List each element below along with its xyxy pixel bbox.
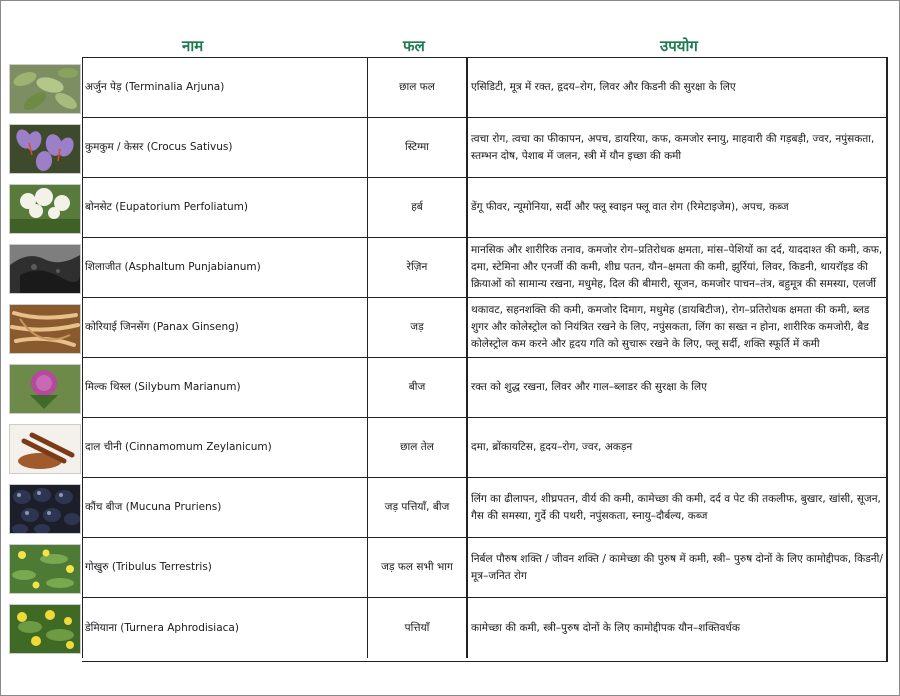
table-row <box>82 358 886 418</box>
herb-part: छाल तेल <box>367 418 466 477</box>
table-row <box>82 298 886 358</box>
herb-use: डेंगू फीवर, न्यूमोनिया, सर्दी और फ्लू स्वाइन फ्लू वात रोग (रिमेटाइजेम), अपच, कब्ज <box>466 178 886 237</box>
saffron-flowers-image <box>9 124 81 174</box>
herb-part: हर्ब <box>367 178 466 237</box>
herb-part: बीज <box>367 358 466 417</box>
cinnamon-sticks-image <box>9 424 81 474</box>
herb-use: कामेच्छा की कमी, स्त्री–पुरुष दोनों के लिए कामोद्दीपक यौन–शक्तिवर्धक <box>466 598 886 658</box>
table-row <box>82 178 886 238</box>
ginseng-roots-image <box>9 304 81 354</box>
herb-name: शिलाजीत (Asphaltum Punjabianum) <box>82 238 367 297</box>
herb-name: अर्जुन पेड़ (Terminalia Arjuna) <box>82 58 367 117</box>
table-row <box>82 538 886 598</box>
table-row <box>82 238 886 298</box>
herb-part: जड़ फल सभी भाग <box>367 538 466 597</box>
herb-name: कुमकुम / केसर (Crocus Sativus) <box>82 118 367 177</box>
herb-use: थकावट, सहनशक्ति की कमी, कमजोर दिमाग, मधुमेह (डायबिटीज), रोग–प्रतिरोधक क्षमता की कमी, ब्लड शुगर और कोलेस्ट्रोल को नियंत्रित रखने के लिए, नपुंसकता, लिंग का सख्त न होना, शारीरिक कमजोरी, बैड कोलेस्ट्रोल कम करने और हृदय गति को सुचारू रखने के लिए, फ्लू सर्दी, शक्ति स्फूर्ति में कमी <box>466 298 886 357</box>
herb-name: मिल्क थिस्ल (Silybum Marianum) <box>82 358 367 417</box>
herb-table <box>82 57 888 662</box>
herb-use: रक्त को शुद्ध रखना, लिवर और गाल–ब्लाडर की सुरक्षा के लिए <box>466 358 886 417</box>
boneset-flowers-image <box>9 184 81 234</box>
herb-part: जड़ <box>367 298 466 357</box>
herb-part: छाल फल <box>367 58 466 117</box>
table-row <box>82 58 886 118</box>
table-row <box>82 478 886 538</box>
herb-use: निर्बल पौरुष शक्ति / जीवन शक्ति / कामेच्छा की पुरुष में कमी, स्त्री– पुरुष दोनों के लिए कामोद्दीपक, किडनी/मूत्र–जनित रोग <box>466 538 886 597</box>
damiana-flowers-image <box>9 604 81 654</box>
herb-name: डेमियाना (Turnera Aphrodisiaca) <box>82 598 367 658</box>
herb-use: दमा, ब्रोंकायटिस, हृदय–रोग, ज्वर, अकड़न <box>466 418 886 477</box>
arjuna-leaves-image <box>9 64 81 114</box>
herb-name: दाल चीनी (Cinnamomum Zeylanicum) <box>82 418 367 477</box>
milk-thistle-flower-image <box>9 364 81 414</box>
shilajit-rock-image <box>9 244 81 294</box>
herb-part: पत्तियाँ <box>367 598 466 658</box>
herb-use: मानसिक और शारीरिक तनाव, कमजोर रोग–प्रतिरोधक क्षमता, मांस–पेशियों का दर्द, याददाश्त की कमी, कफ, दमा, स्टेमिना और एनर्जी की कमी, शीघ्र पतन, यौन–क्षमता की कमी, झुर्रियां, लिवर, किडनी, थायरॉइड की क्रियाओं को सामान्य रखना, मधुमेह, दिल की बीमारी, सूजन, कमजोर पाचन–तंत्र, बहुमूत्र की समस्या, एलर्जी <box>466 238 886 297</box>
table-row <box>82 418 886 478</box>
header-use: उपयोग <box>660 37 698 55</box>
herb-name: कौंच बीज (Mucuna Pruriens) <box>82 478 367 537</box>
header-name: नाम <box>182 37 204 55</box>
herb-use: एसिडिटी, मूत्र में रक्त, हृदय–रोग, लिवर और किडनी की सुरक्षा के लिए <box>466 58 886 117</box>
tribulus-plant-image <box>9 544 81 594</box>
herb-name: गोखुरु (Tribulus Terrestris) <box>82 538 367 597</box>
table-row <box>82 598 886 658</box>
herb-name: कोरियाई जिनसेंग (Panax Ginseng) <box>82 298 367 357</box>
herb-name: बोनसेट (Eupatorium Perfoliatum) <box>82 178 367 237</box>
header-part: फल <box>403 37 425 55</box>
herb-use: लिंग का ढीलापन, शीघ्रपतन, वीर्य की कमी, कामेच्छा की कमी, दर्द व पेट की तकलीफ, बुखार, खांसी, सूजन, गैस की समस्या, गुर्दे की पथरी, नपुंसकता, स्नायु–दौर्बल्य, कब्ज <box>466 478 886 537</box>
table-row <box>82 118 886 178</box>
table-header <box>0 36 900 58</box>
herb-part: जड़ पत्तियाँ, बीज <box>367 478 466 537</box>
herb-part: रेज़िन <box>367 238 466 297</box>
herb-part: स्टिग्मा <box>367 118 466 177</box>
mucuna-seeds-image <box>9 484 81 534</box>
herb-use: त्वचा रोग, त्वचा का फीकापन, अपच, डायरिया, कफ, कमजोर स्नायु, माहवारी की गड़बड़ी, ज्वर, नपुंसकता, स्तम्भन दोष, पेशाब में जलन, स्त्री में यौन इच्छा की कमी <box>466 118 886 177</box>
